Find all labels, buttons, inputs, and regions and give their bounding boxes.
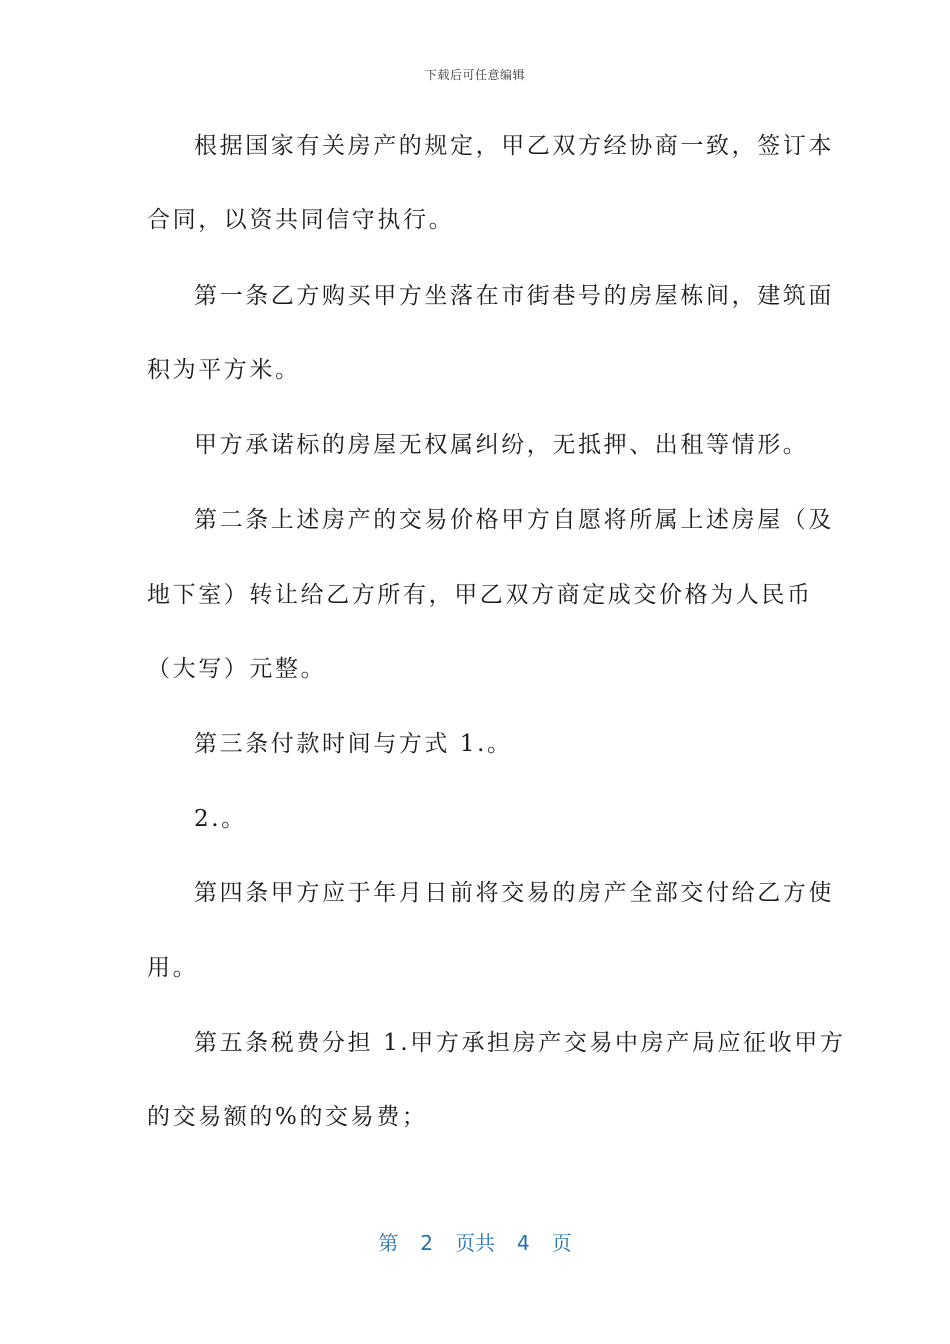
header-note: 下载后可任意编辑	[424, 68, 525, 82]
page-suffix: 页	[551, 1231, 572, 1255]
paragraph-line: 的交易额的%的交易费；	[147, 1104, 428, 1130]
paragraph-line: 用。	[147, 955, 199, 981]
paragraph-line: 第四条甲方应于年月日前将交易的房产全部交付给乙方使	[194, 880, 834, 906]
paragraph-line: 第三条付款时间与方式 1.。	[194, 731, 513, 757]
paragraph-line: 第五条税费分担 1.甲方承担房产交易中房产局应征收甲方	[194, 1030, 846, 1056]
paragraph-line: （大写）元整。	[147, 656, 327, 682]
paragraph-line: 第二条上述房产的交易价格甲方自愿将所属上述房屋（及	[194, 507, 834, 533]
current-page-number: 2	[420, 1231, 433, 1255]
paragraph-line: 第一条乙方购买甲方坐落在市街巷号的房屋栋间，建筑面	[194, 283, 834, 309]
paragraph-line: 地下室）转让给乙方所有，甲乙双方商定成交价格为人民币	[147, 582, 813, 608]
paragraph-line: 合同，以资共同信守执行。	[147, 207, 455, 233]
page-prefix: 第	[378, 1231, 399, 1255]
page-mid: 页共	[455, 1231, 495, 1255]
page-footer	[0, 1227, 950, 1256]
paragraph-line: 积为平方米。	[147, 357, 301, 383]
total-pages-number: 4	[517, 1231, 530, 1255]
paragraph-line: 甲方承诺标的房屋无权属纠纷，无抵押、出租等情形。	[194, 432, 809, 458]
paragraph-line: 根据国家有关房产的规定，甲乙双方经协商一致，签订本	[194, 133, 834, 159]
paragraph-line: 2.。	[194, 806, 247, 832]
